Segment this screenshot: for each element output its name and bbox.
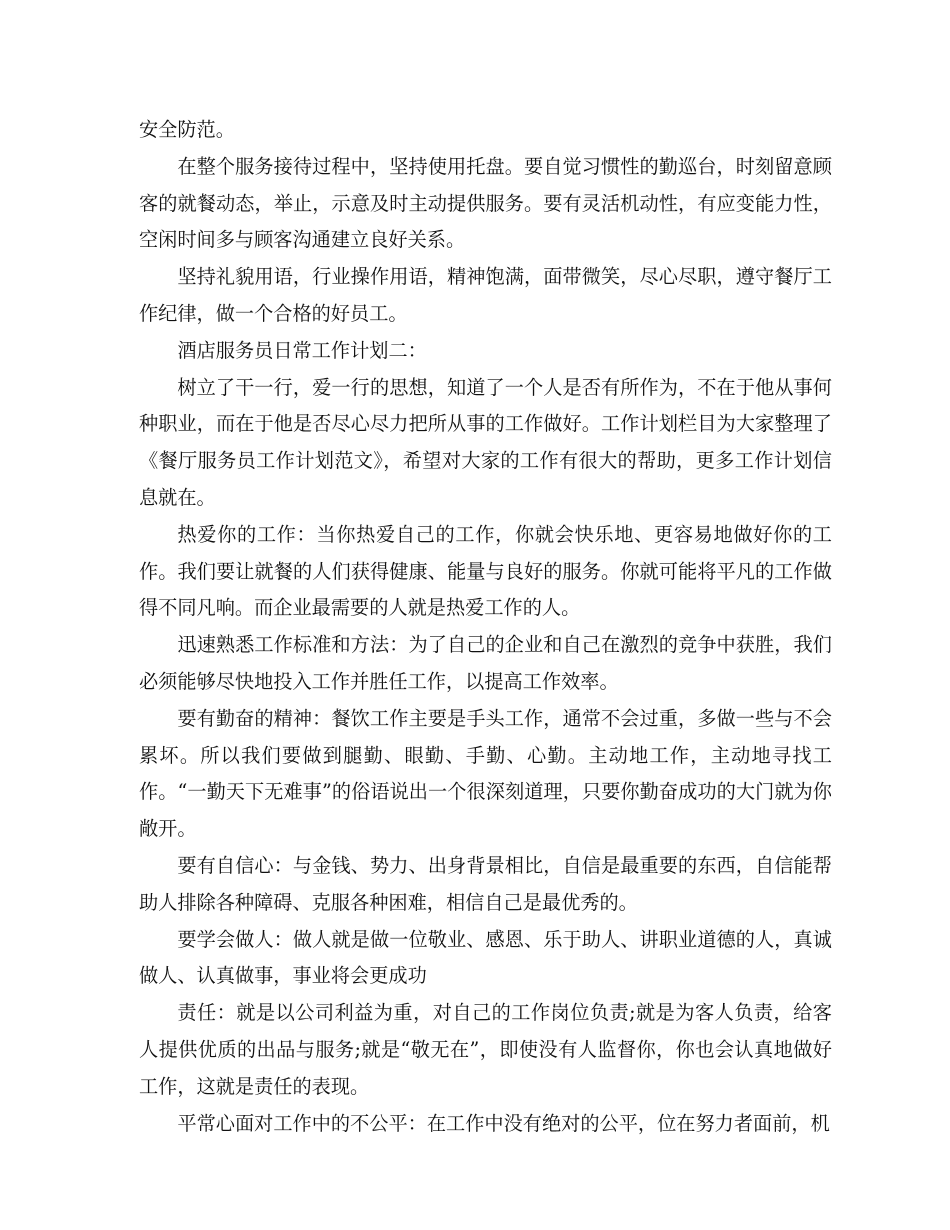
paragraph-1: 安全防范。 <box>139 118 235 141</box>
paragraph-9: 要有自信心：与金钱、势力、出身背景相比，自信是最重要的东西，自信能帮助人排除各种障碍、克服各种困难，相信自己是最优秀的。 <box>139 853 832 914</box>
paragraph-12: 平常心面对工作中的不公平：在工作中没有绝对的公平，位在努力者面前，机 <box>177 1111 830 1135</box>
paragraph-10: 要学会做人：做人就是做一位敬业、感恩、乐于助人、讲职业道德的人，真诚做人、认真做事，事业将会更成功 <box>139 927 832 988</box>
paragraph-8: 要有勤奋的精神：餐饮工作主要是手头工作，通常不会过重，多做一些与不会累坏。所以我们要做到腿勤、眼勤、手勤、心勤。主动地工作，主动地寻找工作。“一勤天下无难事”的俗语说出一个很深刻道理，只要你勤奋成功的大门就为你敞开。 <box>139 706 832 841</box>
paragraph-6: 热爱你的工作：当你热爱自己的工作，你就会快乐地、更容易地做好你的工作。我们要让就餐的人们获得健康、能量与良好的服务。你就可能将平凡的工作做得不同凡响。而企业最需要的人就是热爱工作的人。 <box>139 522 832 620</box>
paragraph-7: 迅速熟悉工作标准和方法：为了自己的企业和自己在激烈的竞争中获胜，我们必须能够尽快地投入工作并胜任工作，以提高工作效率。 <box>139 633 832 693</box>
paragraph-2: 在整个服务接待过程中，坚持使用托盘。要自觉习惯性的勤巡台，时刻留意顾客的就餐动态，举止，示意及时主动提供服务。要有灵活机动性，有应变能力性，空闲时间多与顾客沟通建立良好关系。 <box>139 154 832 252</box>
section-heading: 酒店服务员日常工作计划二： <box>177 338 427 362</box>
paragraph-11: 责任：就是以公司利益为重，对自己的工作岗位负责;就是为客人负责，给客人提供优质的出品与服务;就是“敬无在”，即使没有人监督你，你也会认真地做好工作，这就是责任的表现。 <box>139 1001 832 1098</box>
paragraph-3: 坚持礼貌用语，行业操作用语，精神饱满，面带微笑，尽心尽职，遵守餐厅工作纪律，做一个合格的好员工。 <box>139 265 832 325</box>
document-body <box>139 112 832 1142</box>
paragraph-5: 树立了干一行，爱一行的思想，知道了一个人是否有所作为，不在于他从事何种职业，而在于他是否尽心尽力把所从事的工作做好。工作计划栏目为大家整理了《餐厅服务员工作计划范文》，希望对大家的工作有很大的帮助，更多工作计划信息就在。 <box>139 375 832 509</box>
